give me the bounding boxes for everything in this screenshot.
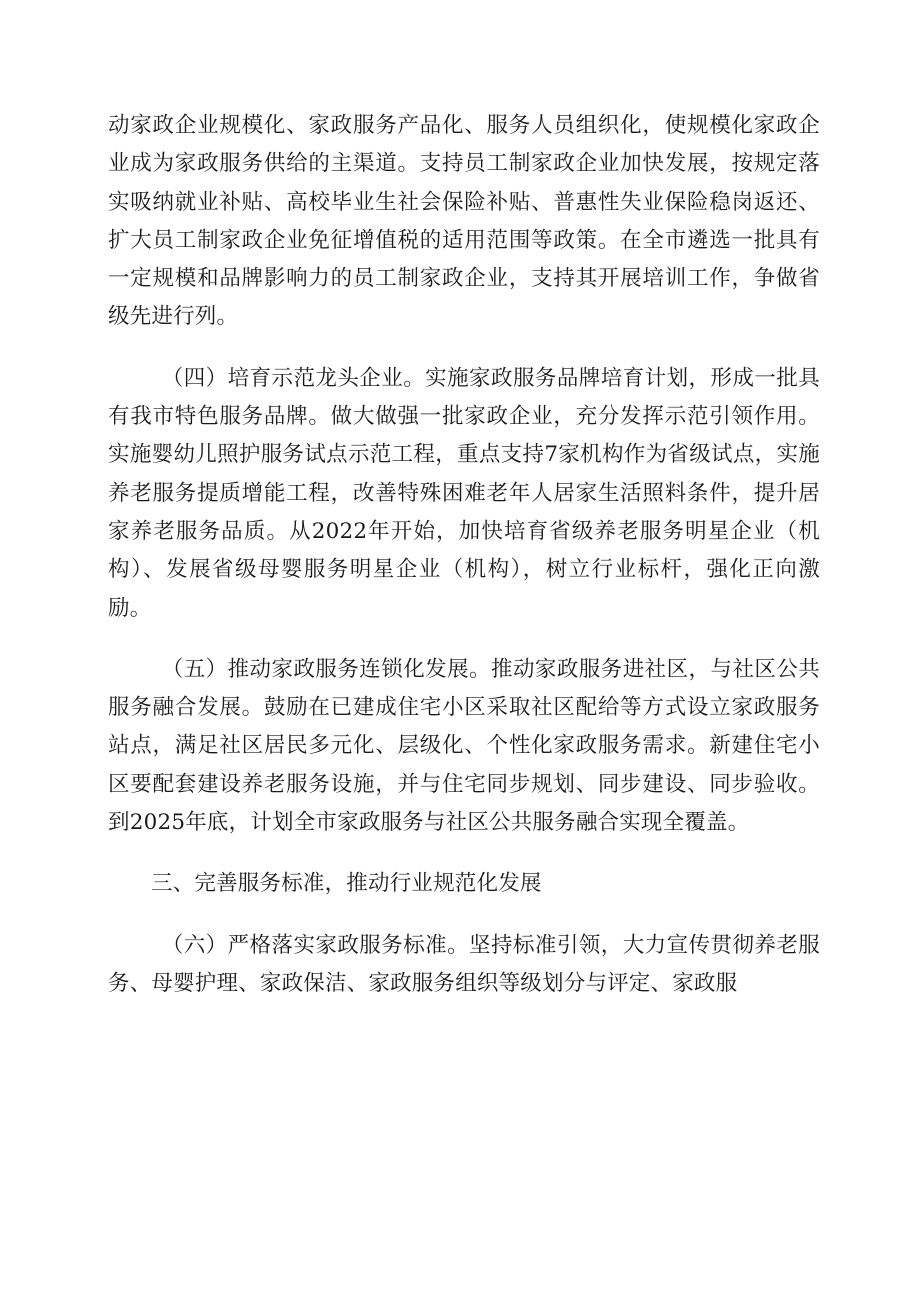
paragraph-continuation: 动家政企业规模化、家政服务产品化、服务人员组织化，使规模化家政企业成为家政服务供给的主渠道。支持员工制家政企业加快发展，按规定落实吸纳就业补贴、高校毕业生社会保险补贴、普惠性失业保险稳岗返还、扩大员工制家政企业免征增值税的适用范围等政策。在全市遴选一批具有一定规模和品牌影响力的员工制家政企业，支持其开展培训工作，争做省级先进行列。 xyxy=(108,113,820,330)
document-page xyxy=(108,107,820,1003)
paragraph-section-5: （五）推动家政服务连锁化发展。推动家政服务进社区，与社区公共服务融合发展。鼓励在已建成住宅小区采取社区配给等方式设立家政服务站点，满足社区居民多元化、层级化、个性化家政服务需求。新建住宅小区要配套建设养老服务设施，并与住宅同步规划、同步建设、同步验收。到2025年底，计划全市家政服务与社区公共服务融合实现全覆盖。 xyxy=(108,656,820,836)
section-heading-3: 三、完善服务标准，推动行业规范化发展 xyxy=(151,871,542,897)
paragraph-section-4: （四）培育示范龙头企业。实施家政服务品牌培育计划，形成一批具有我市特色服务品牌。做大做强一批家政企业，充分发挥示范引领作用。实施婴幼儿照护服务试点示范工程，重点支持7家机构作为省级试点，实施养老服务提质增能工程，改善特殊困难老年人居家生活照料条件，提升居家养老服务品质。从2022年开始，加快培育省级养老服务明星企业（机构）、发展省级母婴服务明星企业（机构），树立行业标杆，强化正向激励。 xyxy=(108,365,820,621)
paragraph-section-6: （六）严格落实家政服务标准。坚持标准引领，大力宣传贯彻养老服务、母婴护理、家政保洁、家政服务组织等级划分与评定、家政服 xyxy=(108,932,820,996)
